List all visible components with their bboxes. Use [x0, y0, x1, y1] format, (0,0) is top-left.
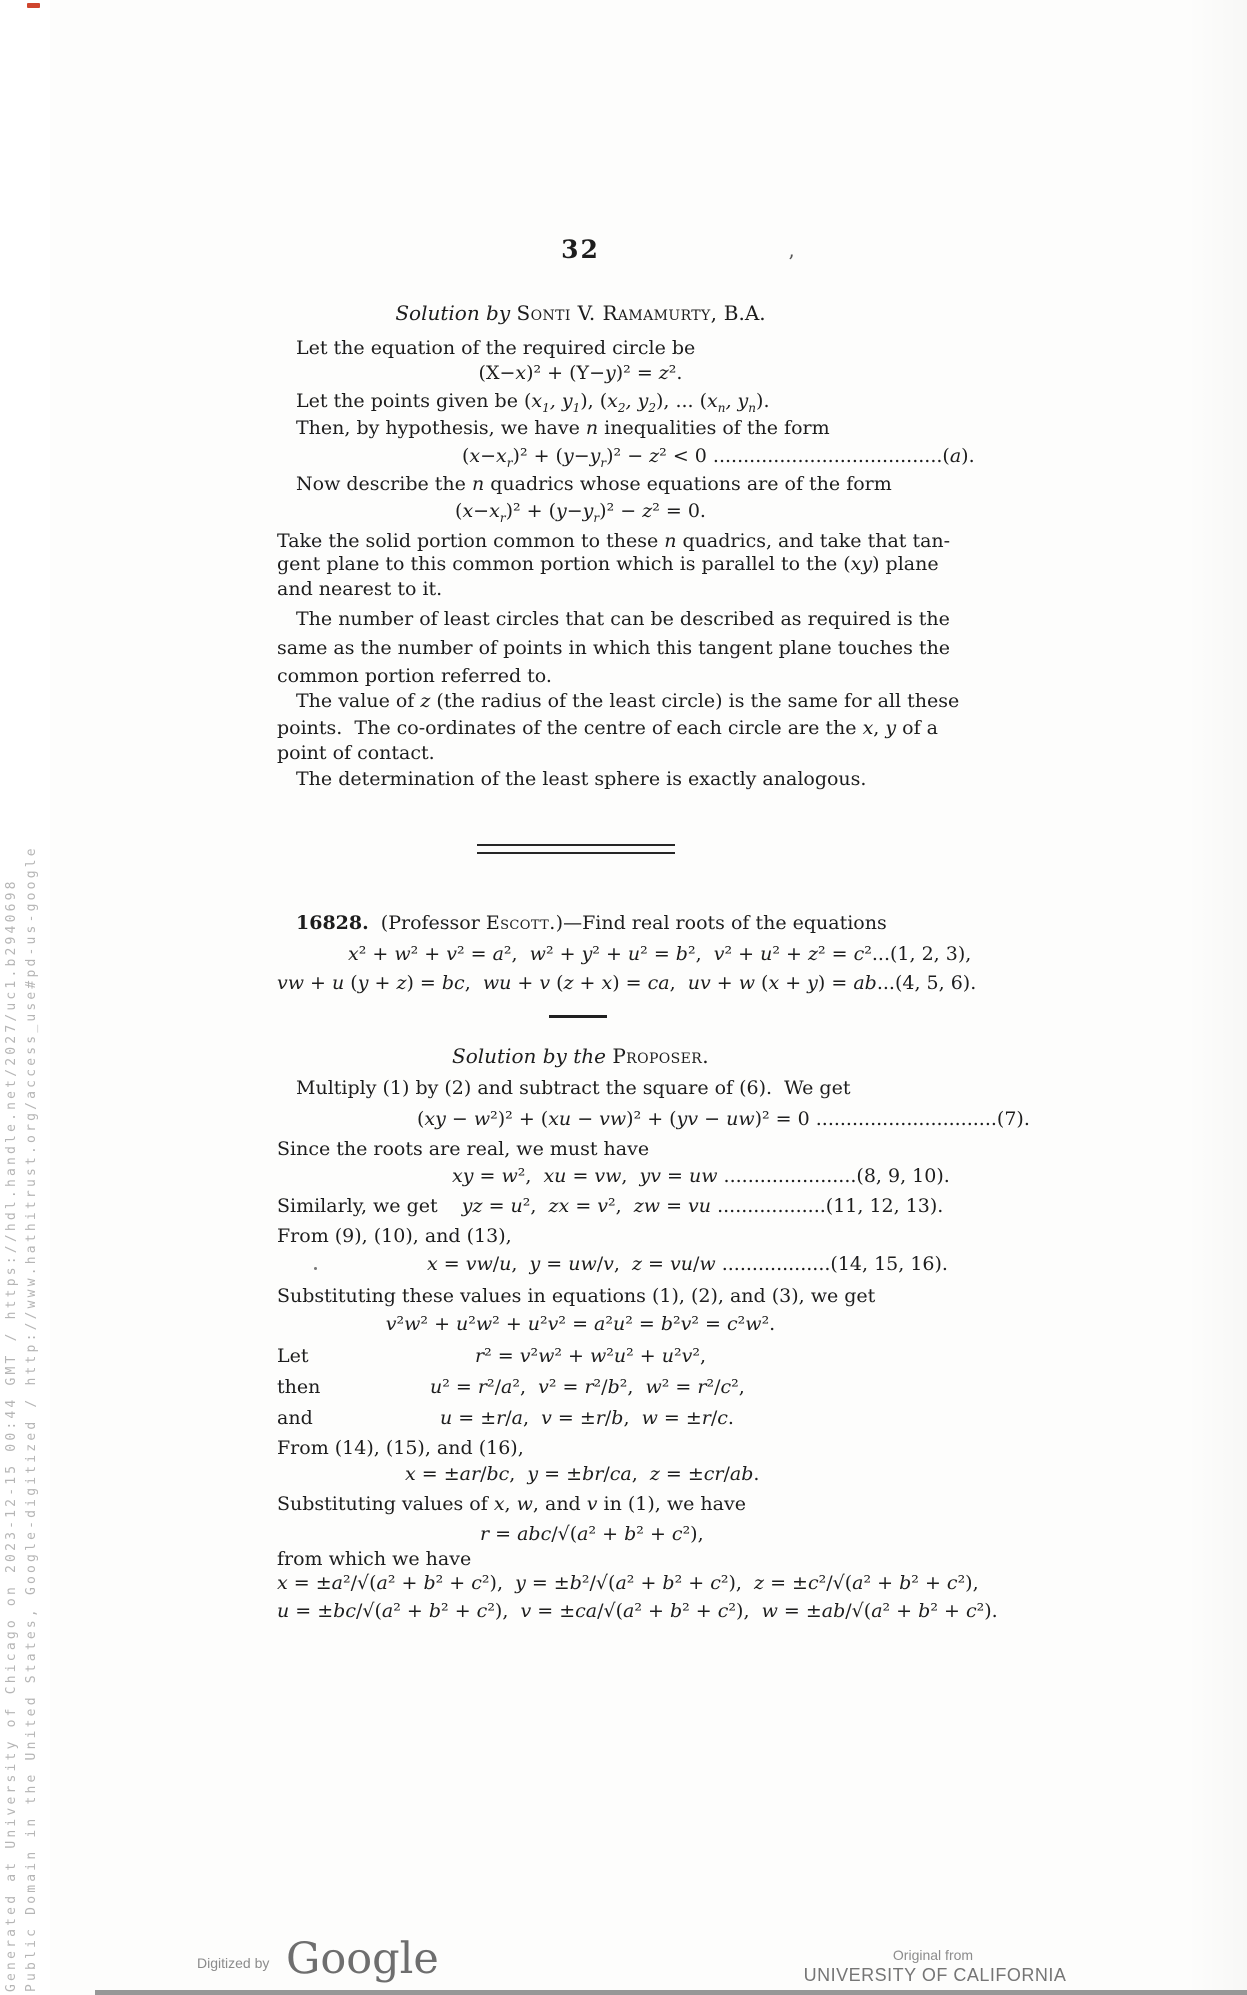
- watermark-generated-line: Generated at University of Chicago on 2023-12-15 00:44 GMT / https://hdl.handle.net/2027/uc1.b2940698: [4, 878, 19, 1992]
- sol2-line-11: Substituting values of x, w, and v in (1), we have: [277, 1493, 746, 1515]
- sol1-line-8: gent plane to this common portion which is parallel to the (xy) plane: [277, 553, 939, 575]
- sol2-equations-14-15-16: x = vw/u, y = uw/v, z = vu/w ..................(14, 15, 16).: [427, 1253, 948, 1275]
- scan-artifact-red-mark: [27, 3, 40, 8]
- sol1-line-13: The value of z (the radius of the least circle) is the same for all these: [296, 690, 960, 712]
- sol2-line-5: From (9), (10), and (13),: [277, 1225, 512, 1247]
- sol2-line-7: Substituting these values in equations (1), (2), and (3), we get: [277, 1285, 876, 1307]
- sol1-line-16: The determination of the least sphere is exactly analogous.: [296, 768, 867, 790]
- sol2-then-formula: u² = r²/a², v² = r²/b², w² = r²/c²,: [430, 1376, 745, 1398]
- sol1-line-11: same as the number of points in which this tangent plane touches the: [277, 637, 951, 659]
- sol2-result-xyz: x = ±a²/√(a² + b² + c²), y = ±b²/√(a² + b² + c²), z = ±c²/√(a² + b² + c²),: [277, 1572, 979, 1594]
- sol1-line-14: points. The co-ordinates of the centre of each circle are the x, y of a: [277, 717, 938, 739]
- sol1-equation-circle: (X−x)² + (Y−y)² = z².: [478, 362, 683, 384]
- sol1-inequality-a: $(x-x_r)^2 + (y-y_r)^2 - z^2 < 0$ ......................................(a).: [462, 445, 975, 470]
- sol1-line-10: The number of least circles that can be described as required is the: [296, 608, 950, 630]
- sol1-line-3: Then, by hypothesis, we have n inequalities of the form: [296, 417, 830, 439]
- sol2-then-label: then: [277, 1376, 321, 1398]
- sol1-line-5: Now describe the n quadrics whose equations are of the form: [296, 473, 892, 495]
- sol2-and-label: and: [277, 1407, 313, 1429]
- problem-separator-rule: [549, 1015, 607, 1018]
- sol1-line-7: Take the solid portion common to these n quadrics, and take that tan-: [277, 530, 951, 552]
- sol2-line-9: From (14), (15), and (16),: [277, 1437, 524, 1459]
- page-bottom-shadow: [95, 1990, 1247, 1995]
- google-logo: Google: [286, 1934, 439, 1984]
- page-number: 32: [561, 235, 600, 264]
- sol2-let-formula: r² = v²w² + w²u² + u²v²,: [475, 1345, 706, 1367]
- problem-equations-456: vw + u (y + z) = bc, wu + v (z + x) = ca, uv + w (x + y) = ab...(4, 5, 6).: [277, 972, 977, 994]
- digitized-by-label: Digitized by: [197, 1955, 270, 1971]
- sol1-line-9: and nearest to it.: [277, 578, 443, 600]
- sol2-equation-vw: v²w² + u²w² + u²v² = a²u² = b²v² = c²w².: [385, 1313, 776, 1335]
- sol2-let-label: Let: [277, 1345, 309, 1367]
- sol2-equations-8-9-10: xy = w², xu = vw, yv = uw ......................(8, 9, 10).: [452, 1165, 950, 1187]
- sol2-equation-7: (xy − w²)² + (xu − vw)² + (yv − uw)² = 0 ..............................(7).: [417, 1108, 1030, 1130]
- sol2-equations-11-12-13: Similarly, we get yz = u², zx = v², zw = vu ..................(11, 12, 13).: [277, 1195, 944, 1217]
- solution2-heading: Solution by the Proposer.: [452, 1044, 709, 1068]
- sol2-line-13: from which we have: [277, 1548, 472, 1570]
- sol2-line-0: Multiply (1) by (2) and subtract the square of (6). We get: [296, 1077, 851, 1099]
- watermark-public-domain-line: Public Domain in the United States, Google-digitized / http://www.hathitrust.org/access_use#pd-us-google: [24, 845, 39, 1992]
- sol2-equation-xyz: x = ±ar/bc, y = ±br/ca, z = ±cr/ab.: [405, 1463, 760, 1485]
- sol1-line-2: Let the points given be ($x_1$, $y_1$), ($x_2$, $y_2$), ... ($x_n$, $y_n$).: [296, 390, 770, 415]
- original-from-label: Original from: [892, 1947, 974, 1963]
- sol2-and-formula: u = ±r/a, v = ±r/b, w = ±r/c.: [440, 1407, 734, 1429]
- scan-artifact-apostrophe: ’: [788, 250, 795, 274]
- institution-label: UNIVERSITY OF CALIFORNIA: [803, 1965, 1067, 1985]
- section-separator-double-rule: [477, 844, 675, 854]
- solution1-heading: Solution by Sonti V. Ramamurty, B.A.: [395, 301, 766, 325]
- scan-right-shade: [1187, 0, 1247, 1995]
- sol1-line-0: Let the equation of the required circle be: [296, 337, 696, 359]
- problem-equations-123: x² + w² + v² = a², w² + y² + u² = b², v² + u² + z² = c²...(1, 2, 3),: [348, 943, 972, 965]
- sol2-result-uvw: u = ±bc/√(a² + b² + c²), v = ±ca/√(a² + b² + c²), w = ±ab/√(a² + b² + c²).: [277, 1600, 998, 1622]
- sol1-line-15: point of contact.: [277, 742, 435, 764]
- sol1-equation-quadric: $(x-x_r)^2 + (y-y_r)^2 - z^2 = 0$.: [455, 500, 706, 525]
- sol2-line-2: Since the roots are real, we must have: [277, 1138, 650, 1160]
- sol2-equation-r: r = abc/√(a² + b² + c²),: [480, 1523, 704, 1545]
- problem-statement-line: 16828. (Professor Escott.)—Find real roots of the equations: [296, 912, 887, 934]
- sol1-line-12: common portion referred to.: [277, 665, 552, 687]
- scan-artifact-dot: [314, 1267, 317, 1270]
